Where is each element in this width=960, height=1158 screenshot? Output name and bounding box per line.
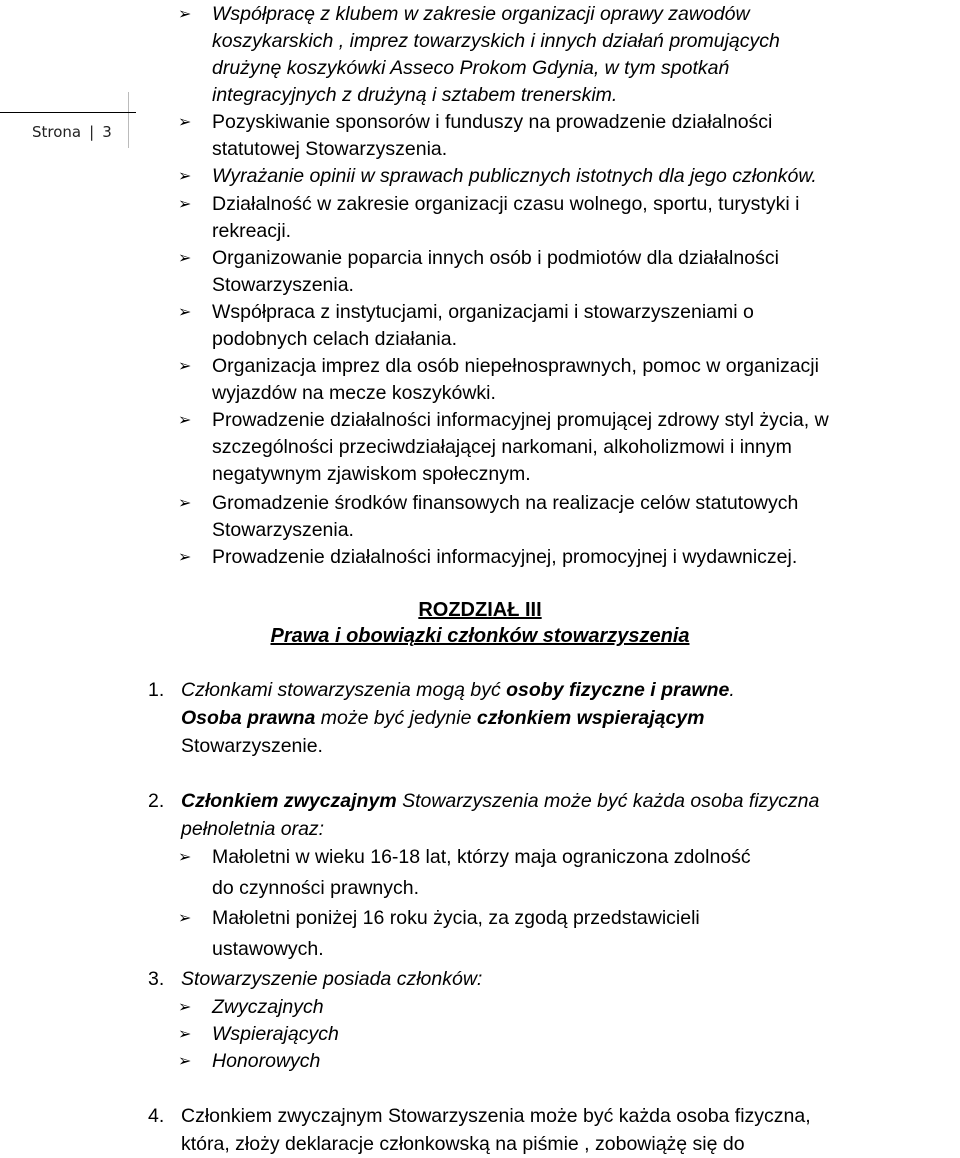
chapter-title: Prawa i obowiązki członków stowarzyszenia [270, 625, 690, 647]
list-item-text: Organizowanie poparcia innych osób i podmiotów dla działalności [212, 247, 779, 269]
list-item-text: koszykarskich , imprez towarzyskich i innych działań promujących [212, 30, 780, 52]
list-item-text: wyjazdów na mecze koszykówki. [212, 382, 496, 404]
list-item-text: Pozyskiwanie sponsorów i funduszy na prowadzenie działalności [212, 111, 773, 133]
list-item-text: Stowarzyszenia. [212, 274, 354, 296]
paragraph-number: 2. [148, 790, 165, 812]
arrow-bullet-icon: ➢ [178, 547, 192, 566]
paragraph-number: 3. [148, 968, 165, 990]
paragraph-4-line-2: która, złoży deklaracje członkowską na piśmie , zobowiążę się do [181, 1133, 745, 1155]
chapter-number: ROZDZIAŁ III [418, 599, 542, 621]
page-number-label [0, 112, 136, 149]
list-item-text: Zwyczajnych [212, 996, 324, 1018]
arrow-bullet-icon: ➢ [178, 194, 192, 213]
list-item-text: Organizacja imprez dla osób niepełnosprawnych, pomoc w organizacji [212, 355, 819, 377]
page-label-separator: | [89, 123, 95, 141]
paragraph-number: 1. [148, 679, 165, 701]
paragraph-1-line-1: Członkami stowarzyszenia mogą być osoby fizyczne i prawne. [181, 679, 735, 701]
arrow-bullet-icon: ➢ [178, 302, 192, 321]
paragraph-4-line-1: Członkiem zwyczajnym Stowarzyszenia może być każda osoba fizyczna, [181, 1105, 811, 1127]
arrow-bullet-icon: ➢ [178, 166, 192, 185]
paragraph-3-text: Stowarzyszenie posiada członków: [181, 968, 483, 990]
list-item-text: Prowadzenie działalności informacyjnej, promocyjnej i wydawniczej. [212, 546, 798, 568]
paragraph-2-line-1: Członkiem zwyczajnym Stowarzyszenia może być każda osoba fizyczna [181, 790, 820, 812]
list-item-text: Działalność w zakresie organizacji czasu wolnego, sportu, turystyki i [212, 193, 800, 215]
paragraph-1-line-2: Osoba prawna może być jedynie członkiem wspierającym [181, 707, 705, 729]
paragraph-number: 4. [148, 1105, 165, 1127]
arrow-bullet-icon: ➢ [178, 1051, 192, 1070]
arrow-bullet-icon: ➢ [178, 248, 192, 267]
list-item-text: szczególności przeciwdziałającej narkomani, alkoholizmowi i innym [212, 436, 792, 458]
list-item-text: Małoletni w wieku 16-18 lat, którzy maja ograniczona zdolność [212, 846, 751, 868]
list-item-text: Stowarzyszenia. [212, 519, 354, 541]
arrow-bullet-icon: ➢ [178, 410, 192, 429]
list-item-text: Wspierających [212, 1023, 339, 1045]
list-item-text: Małoletni poniżej 16 roku życia, za zgodą przedstawicieli [212, 907, 700, 929]
arrow-bullet-icon: ➢ [178, 847, 192, 866]
list-item-text: Gromadzenie środków finansowych na realizacje celów statutowych [212, 492, 799, 514]
list-item-text: Współpracę z klubem w zakresie organizacji oprawy zawodów [212, 3, 750, 25]
list-item-text: rekreacji. [212, 220, 292, 242]
list-item-text: statutowej Stowarzyszenia. [212, 138, 448, 160]
arrow-bullet-icon: ➢ [178, 112, 192, 131]
arrow-bullet-icon: ➢ [178, 4, 192, 23]
list-item-text: Prowadzenie działalności informacyjnej promującej zdrowy styl życia, w [212, 409, 829, 431]
page-number: 3 [102, 123, 112, 141]
arrow-bullet-icon: ➢ [178, 1024, 192, 1043]
list-item-text: podobnych celach działania. [212, 328, 458, 350]
list-item-text: do czynności prawnych. [212, 877, 420, 899]
list-item-text: negatywnym zjawiskom społecznym. [212, 463, 531, 485]
list-item-text: ustawowych. [212, 938, 324, 960]
list-item-text: integracyjnych z drużyną i sztabem trenerskim. [212, 84, 618, 106]
list-item-text: Wyrażanie opinii w sprawach publicznych istotnych dla jego członków. [212, 165, 817, 187]
list-item-text: drużynę koszykówki Asseco Prokom Gdynia, w tym spotkań [212, 57, 730, 79]
page-label-text: Strona [32, 123, 82, 141]
list-item-text: Współpraca z instytucjami, organizacjami i stowarzyszeniami o [212, 301, 754, 323]
list-item-text: Honorowych [212, 1050, 321, 1072]
paragraph-1-line-3: Stowarzyszenie. [181, 735, 323, 757]
arrow-bullet-icon: ➢ [178, 493, 192, 512]
paragraph-2-line-2: pełnoletnia oraz: [181, 818, 325, 840]
arrow-bullet-icon: ➢ [178, 997, 192, 1016]
arrow-bullet-icon: ➢ [178, 908, 192, 927]
arrow-bullet-icon: ➢ [178, 356, 192, 375]
